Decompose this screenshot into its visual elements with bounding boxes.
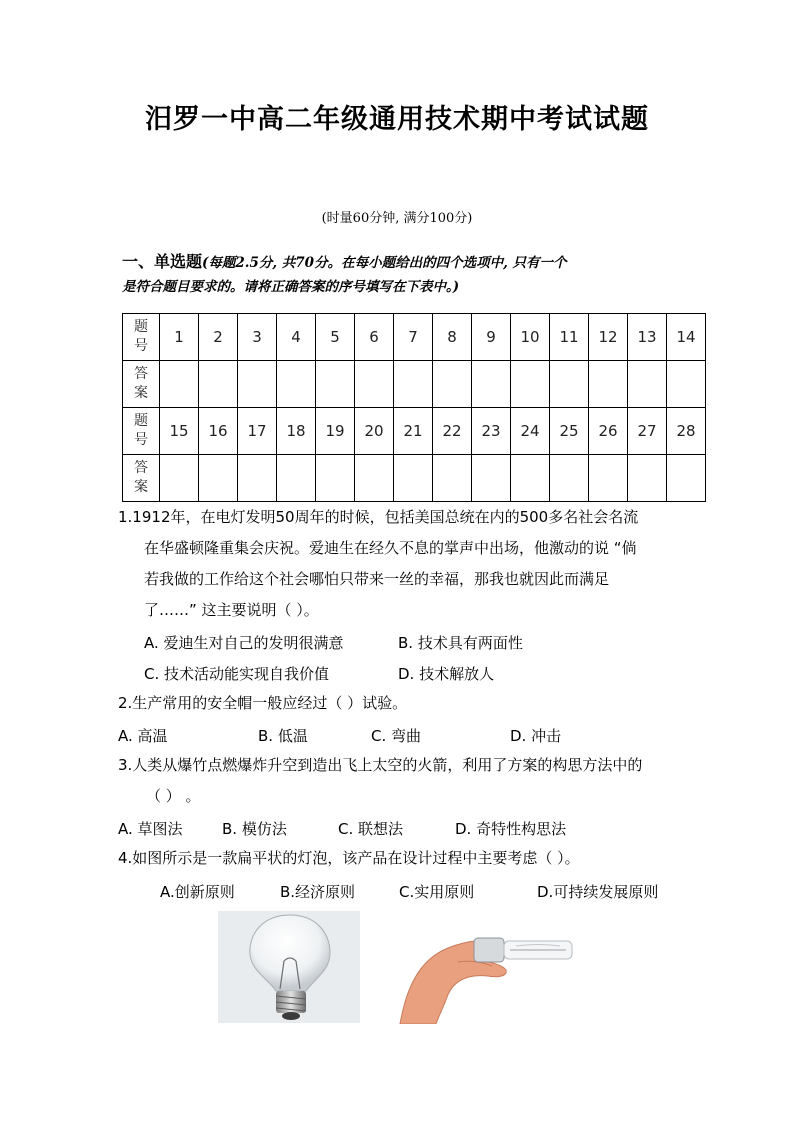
option-a[interactable]: A.创新原则 xyxy=(160,883,235,901)
option-d[interactable]: D.可持续发展原则 xyxy=(537,883,659,901)
qnum-cell: 16 xyxy=(199,408,238,455)
answer-cell[interactable] xyxy=(472,361,511,408)
question-4: 4.如图所示是一款扁平状的灯泡，该产品在设计过程中主要考虑（ ）。 xyxy=(118,849,580,867)
answer-cell[interactable] xyxy=(550,455,589,502)
option-b[interactable]: B. 低温 xyxy=(258,727,308,745)
section-note-line2: 是符合题目要求的。请将正确答案的序号填写在下表中。) xyxy=(122,279,460,295)
answer-cell[interactable] xyxy=(316,455,355,502)
table-row xyxy=(123,314,706,361)
answer-cell[interactable] xyxy=(277,455,316,502)
exam-subtitle: (时量60分钟, 满分100分) xyxy=(321,211,473,226)
answer-cell[interactable] xyxy=(589,455,628,502)
answer-cell[interactable] xyxy=(160,361,199,408)
answer-label-cell: 答 案 xyxy=(123,361,160,408)
answer-cell[interactable] xyxy=(433,455,472,502)
qnum-cell: 1 xyxy=(160,314,199,361)
answer-cell[interactable] xyxy=(199,361,238,408)
qnum-cell: 5 xyxy=(316,314,355,361)
qnum-cell: 6 xyxy=(355,314,394,361)
option-c[interactable]: C. 联想法 xyxy=(338,820,404,838)
answer-cell[interactable] xyxy=(589,361,628,408)
qnum-cell: 10 xyxy=(511,314,550,361)
qnum-cell: 27 xyxy=(628,408,667,455)
qnum-cell: 12 xyxy=(589,314,628,361)
question-3-line2: （ ） 。 xyxy=(146,787,201,805)
answer-label-cell: 答 案 xyxy=(123,455,160,502)
answer-cell[interactable] xyxy=(628,455,667,502)
qnum-cell: 23 xyxy=(472,408,511,455)
section-note-line1: (每题2.5分, 共70分。在每小题给出的四个选项中, 只有一个 xyxy=(202,255,567,271)
answer-cell[interactable] xyxy=(511,455,550,502)
table-row xyxy=(123,361,706,408)
qnum-cell: 4 xyxy=(277,314,316,361)
option-b[interactable]: B. 模仿法 xyxy=(222,820,287,838)
question-1-line1: 1.1912年，在电灯发明50周年的时候，包括美国总统在内的500多名社会名流 xyxy=(118,508,639,526)
answer-cell[interactable] xyxy=(472,455,511,502)
qnum-cell: 24 xyxy=(511,408,550,455)
option-c[interactable]: C. 技术活动能实现自我价值 xyxy=(144,665,330,683)
answer-cell[interactable] xyxy=(238,361,277,408)
answer-cell[interactable] xyxy=(316,361,355,408)
section-heading xyxy=(122,250,692,299)
question-3-line1: 3.人类从爆竹点燃爆炸升空到造出飞上太空的火箭，利用了方案的构思方法中的 xyxy=(118,756,643,774)
option-b[interactable]: B. 技术具有两面性 xyxy=(398,634,523,652)
qnum-cell: 19 xyxy=(316,408,355,455)
qnum-cell: 7 xyxy=(394,314,433,361)
option-d[interactable]: D. 冲击 xyxy=(510,727,562,745)
question-1 xyxy=(118,502,698,626)
option-a[interactable]: A. 爱迪生对自己的发明很满意 xyxy=(144,634,344,652)
answer-table xyxy=(122,313,706,502)
qnum-cell: 28 xyxy=(667,408,706,455)
answer-cell[interactable] xyxy=(355,361,394,408)
qnum-cell: 13 xyxy=(628,314,667,361)
qnum-cell: 25 xyxy=(550,408,589,455)
qnum-cell: 20 xyxy=(355,408,394,455)
flat-bulb-hand-image xyxy=(398,910,578,1024)
answer-cell[interactable] xyxy=(277,361,316,408)
qnum-label-cell: 题 号 xyxy=(123,314,160,361)
answer-cell[interactable] xyxy=(394,455,433,502)
question-2: 2.生产常用的安全帽一般应经过（ ）试验。 xyxy=(118,694,408,712)
question-1-line3: 若我做的工作给这个社会哪怕只带来一丝的幸福，那我也就因此而满足 xyxy=(144,570,610,588)
answer-cell[interactable] xyxy=(550,361,589,408)
answer-cell[interactable] xyxy=(511,361,550,408)
qnum-cell: 9 xyxy=(472,314,511,361)
answer-cell[interactable] xyxy=(667,361,706,408)
qnum-cell: 15 xyxy=(160,408,199,455)
answer-cell[interactable] xyxy=(394,361,433,408)
option-b[interactable]: B.经济原则 xyxy=(280,883,356,901)
qnum-label-cell: 题 号 xyxy=(123,408,160,455)
qnum-cell: 21 xyxy=(394,408,433,455)
exam-title: 汨罗一中高二年级通用技术期中考试试题 xyxy=(145,104,649,135)
qnum-cell: 8 xyxy=(433,314,472,361)
answer-cell[interactable] xyxy=(199,455,238,502)
light-bulb-image xyxy=(218,911,360,1023)
qnum-cell: 14 xyxy=(667,314,706,361)
answer-cell[interactable] xyxy=(628,361,667,408)
qnum-cell: 11 xyxy=(550,314,589,361)
answer-cell[interactable] xyxy=(433,361,472,408)
table-row xyxy=(123,455,706,502)
section-title: 一、单选题 xyxy=(122,252,203,271)
option-c[interactable]: C. 弯曲 xyxy=(371,727,422,745)
answer-cell[interactable] xyxy=(355,455,394,502)
option-d[interactable]: D. 奇特性构思法 xyxy=(455,820,567,838)
qnum-cell: 26 xyxy=(589,408,628,455)
option-a[interactable]: A. 高温 xyxy=(118,727,168,745)
option-c[interactable]: C.实用原则 xyxy=(399,883,475,901)
question-1-line2: 在华盛顿隆重集会庆祝。爱迪生在经久不息的掌声中出场，他激动的说 “倘 xyxy=(144,539,637,557)
qnum-cell: 18 xyxy=(277,408,316,455)
qnum-cell: 17 xyxy=(238,408,277,455)
option-d[interactable]: D. 技术解放人 xyxy=(398,665,495,683)
table-row xyxy=(123,408,706,455)
qnum-cell: 2 xyxy=(199,314,238,361)
answer-cell[interactable] xyxy=(160,455,199,502)
qnum-cell: 3 xyxy=(238,314,277,361)
qnum-cell: 22 xyxy=(433,408,472,455)
answer-cell[interactable] xyxy=(667,455,706,502)
question-1-line4: 了……” 这主要说明（ ）。 xyxy=(144,601,319,619)
answer-cell[interactable] xyxy=(238,455,277,502)
question-3 xyxy=(118,750,698,812)
option-a[interactable]: A. 草图法 xyxy=(118,820,183,838)
